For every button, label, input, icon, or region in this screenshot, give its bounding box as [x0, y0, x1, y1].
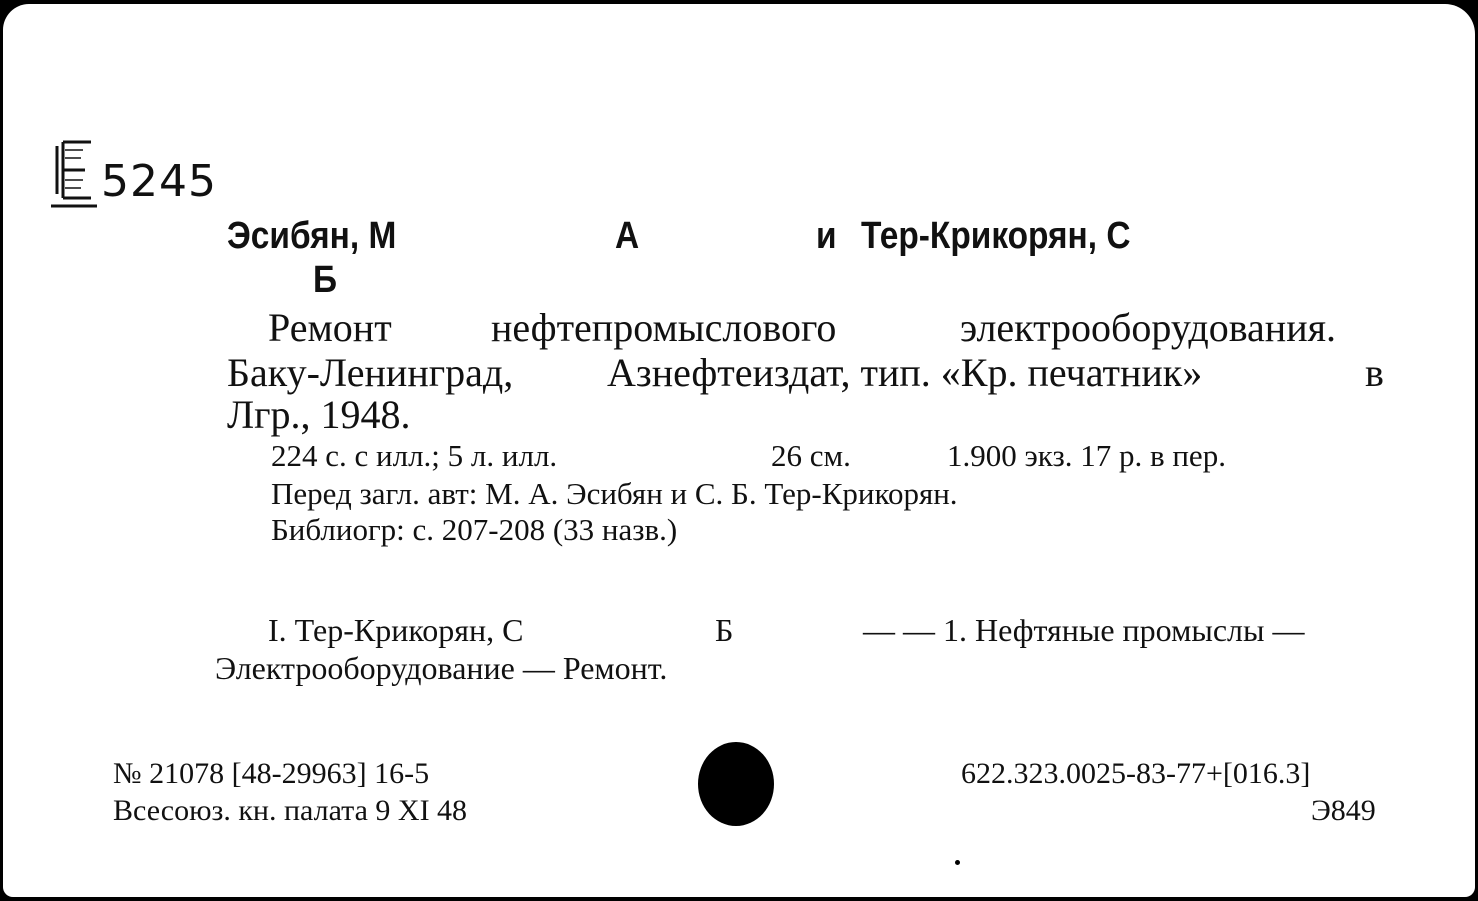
author-name-2: Тер-Крикорян, С: [861, 215, 1131, 257]
tracing-subject-continued: Электрооборудование — Ремонт.: [215, 650, 668, 686]
author-conjunction: и: [816, 215, 837, 257]
card-number: № 21078 [48-29963] 16-5: [113, 757, 430, 790]
title-word-1: Ремонт: [268, 305, 392, 350]
punch-hole: [698, 742, 774, 826]
udc-code: 622.323.0025-83-77+[016.3]: [961, 757, 1311, 790]
title-word-2: нефтепромыслового: [491, 305, 837, 350]
note-authors: Перед загл. авт: М. А. Эсибян и С. Б. Тер-Крикорян.: [271, 476, 958, 511]
tracing-coauthor: I. Тер-Крикорян, С: [268, 612, 524, 648]
author-mark: Э849: [1311, 794, 1376, 827]
imprint-date: Лгр., 1948.: [227, 392, 411, 437]
chamber-stamp: Всесоюз. кн. палата 9 XI 48: [113, 794, 468, 827]
author-initial-2: Б: [313, 259, 338, 301]
collation-copies-price: 1.900 экз. 17 р. в пер.: [947, 438, 1226, 473]
title-word-3: электрооборудования.: [960, 305, 1337, 350]
note-bibliography: Библиогр: с. 207-208 (33 назв.): [271, 512, 678, 547]
imprint-preposition: в: [1365, 350, 1384, 395]
shelf-mark: [47, 136, 217, 214]
collation-size: 26 см.: [771, 438, 851, 473]
shelf-number: 5245: [101, 156, 217, 207]
catalog-card: [3, 4, 1475, 897]
author-name-1: Эсибян, М: [227, 215, 397, 257]
imprint-publisher: Азнефтеиздат, тип. «Кр. печатник»: [607, 350, 1203, 395]
author-initial-1: А: [615, 215, 640, 257]
collation-pages: 224 с. с илл.; 5 л. илл.: [271, 438, 558, 473]
tracing-coauthor-initial: Б: [715, 612, 734, 648]
imprint-place: Баку-Ленинград,: [227, 350, 514, 395]
shelf-mark-letter: [47, 136, 99, 214]
ink-speck: [955, 860, 960, 865]
tracing-subject: — — 1. Нефтяные промыслы —: [863, 612, 1305, 648]
